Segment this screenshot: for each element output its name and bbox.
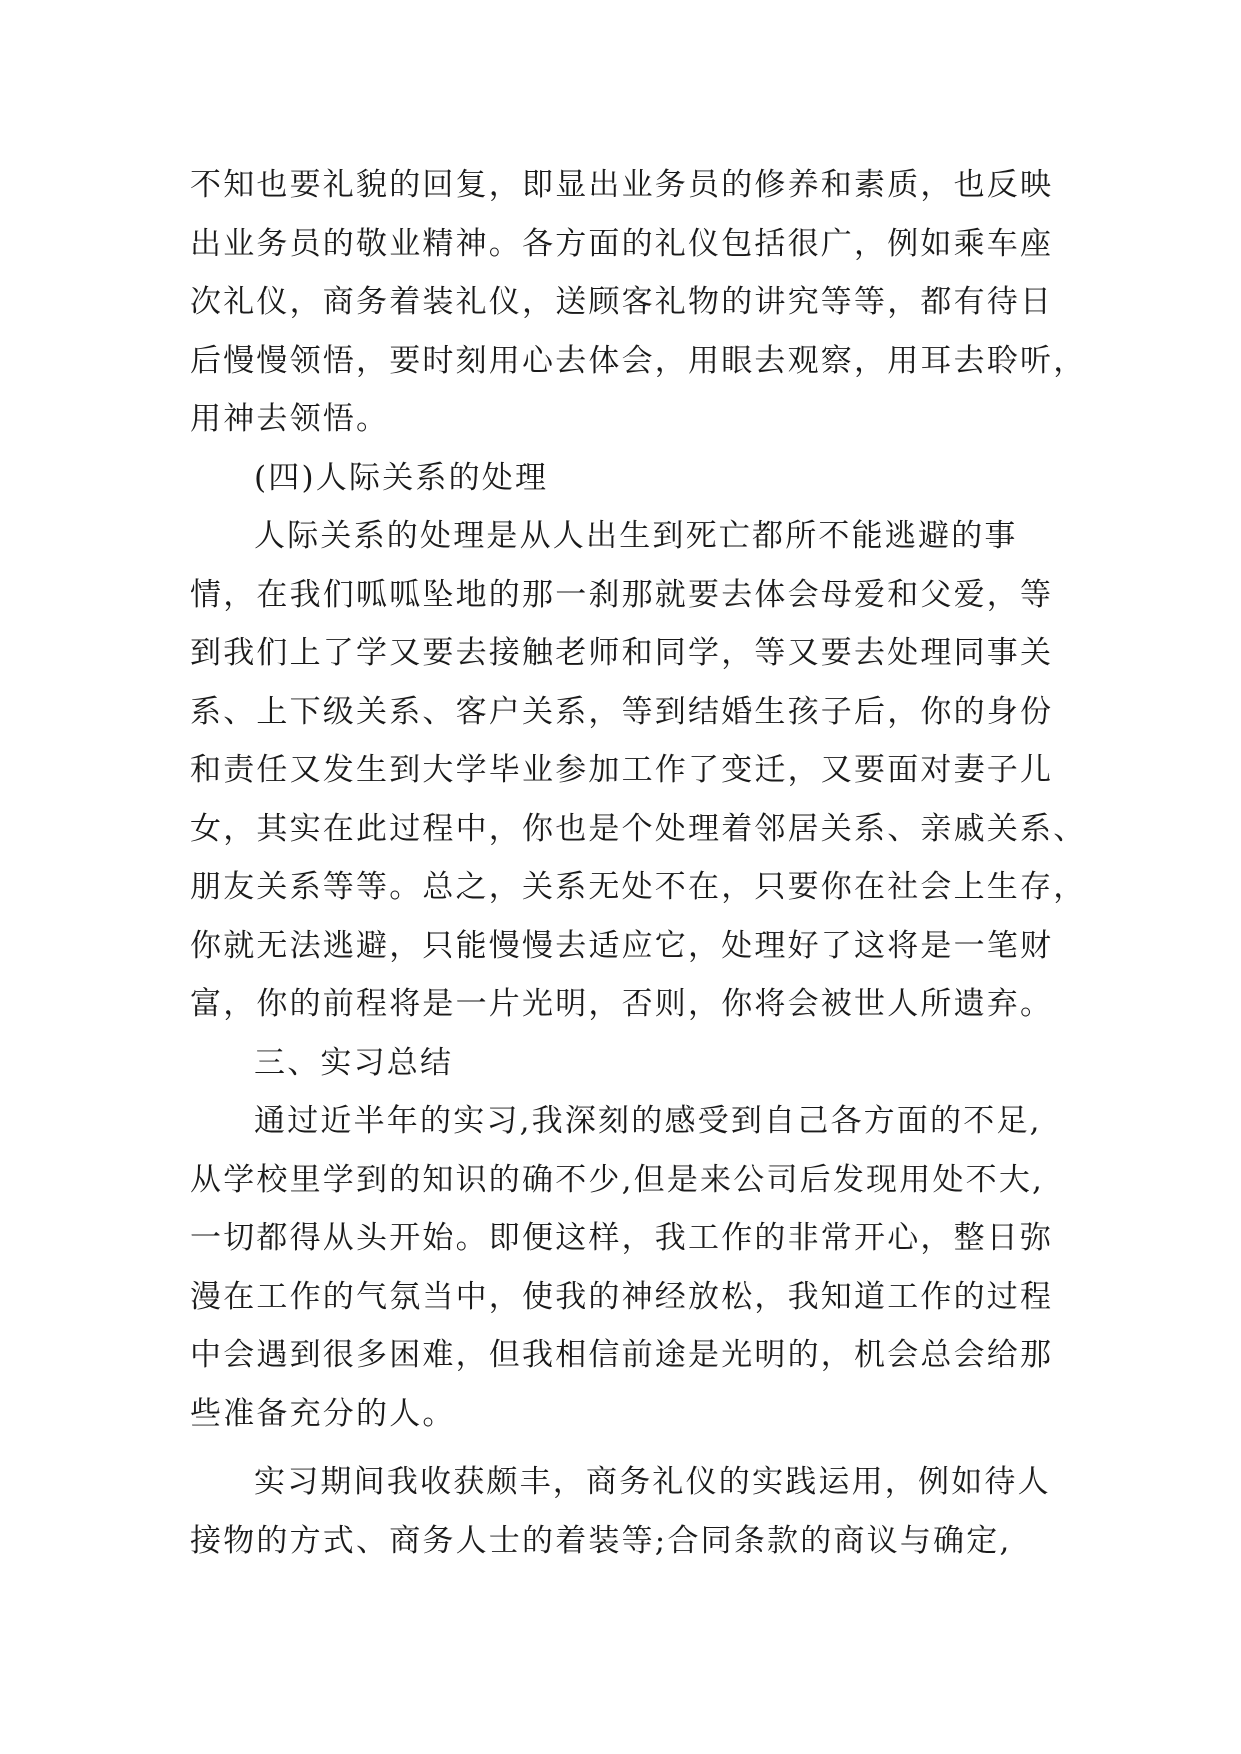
text-line: 女，其实在此过程中，你也是个处理着邻居关系、亲戚关系、 bbox=[190, 810, 1087, 847]
text-line: 些准备充分的人。 bbox=[190, 1395, 456, 1432]
text-line: 用神去领悟。 bbox=[190, 401, 390, 437]
text-line: 实习期间我收获颇丰，商务礼仪的实践运用，例如待人 bbox=[254, 1464, 1051, 1500]
text-line: 后慢慢领悟，要时刻用心去体会，用眼去观察，用耳去聆听， bbox=[190, 342, 1087, 379]
paragraph-summary bbox=[190, 1092, 1060, 1443]
paragraph-interpersonal bbox=[190, 507, 1087, 1034]
text-line: 和责任又发生到大学毕业参加工作了变迁，又要面对妻子儿 bbox=[190, 752, 1054, 788]
text-line: 到我们上了学又要去接触老师和同学，等又要去处理同事关 bbox=[190, 635, 1054, 671]
text-line: 富，你的前程将是一片光明，否则，你将会被世人所遗弃。 bbox=[190, 986, 1054, 1022]
text-line: 系、上下级关系、客户关系，等到结婚生孩子后，你的身份 bbox=[190, 693, 1054, 730]
text-line: 接物的方式、商务人士的着装等;合同条款的商议与确定, bbox=[190, 1522, 1012, 1559]
text-line: 漫在工作的气氛当中，使我的神经放松，我知道工作的过程 bbox=[190, 1278, 1054, 1315]
paragraph-etiquette bbox=[190, 156, 1087, 449]
text-line: 不知也要礼貌的回复，即显出业务员的修养和素质，也反映 bbox=[190, 167, 1054, 203]
text-line: 出业务员的敬业精神。各方面的礼仪包括很广，例如乘车座 bbox=[190, 225, 1054, 262]
text-line: 朋友关系等等。总之，关系无处不在，只要你在社会上生存， bbox=[190, 869, 1087, 905]
text-line: 通过近半年的实习,我深刻的感受到自己各方面的不足, bbox=[254, 1103, 1042, 1139]
text-line: 情，在我们呱呱坠地的那一刹那就要去体会母爱和父爱，等 bbox=[190, 576, 1054, 613]
text-line: 人际关系的处理是从人出生到死亡都所不能逃避的事 bbox=[254, 518, 1018, 554]
text-line: 从学校里学到的知识的确不少,但是来公司后发现用处不大, bbox=[190, 1161, 1045, 1198]
text-line: 次礼仪，商务着装礼仪，送顾客礼物的讲究等等，都有待日 bbox=[190, 284, 1054, 320]
text-line: 你就无法逃避，只能慢慢去适应它，处理好了这将是一笔财 bbox=[190, 927, 1054, 964]
document-body bbox=[190, 156, 1087, 1570]
section-heading-interpersonal: (四)人际关系的处理 bbox=[254, 459, 549, 496]
text-line: 一切都得从头开始。即便这样，我工作的非常开心，整日弥 bbox=[190, 1220, 1054, 1256]
text-line: 中会遇到很多困难，但我相信前途是光明的，机会总会给那 bbox=[190, 1337, 1054, 1373]
section-heading-summary: 三、实习总结 bbox=[254, 1044, 454, 1081]
paragraph-harvest bbox=[190, 1453, 1060, 1570]
